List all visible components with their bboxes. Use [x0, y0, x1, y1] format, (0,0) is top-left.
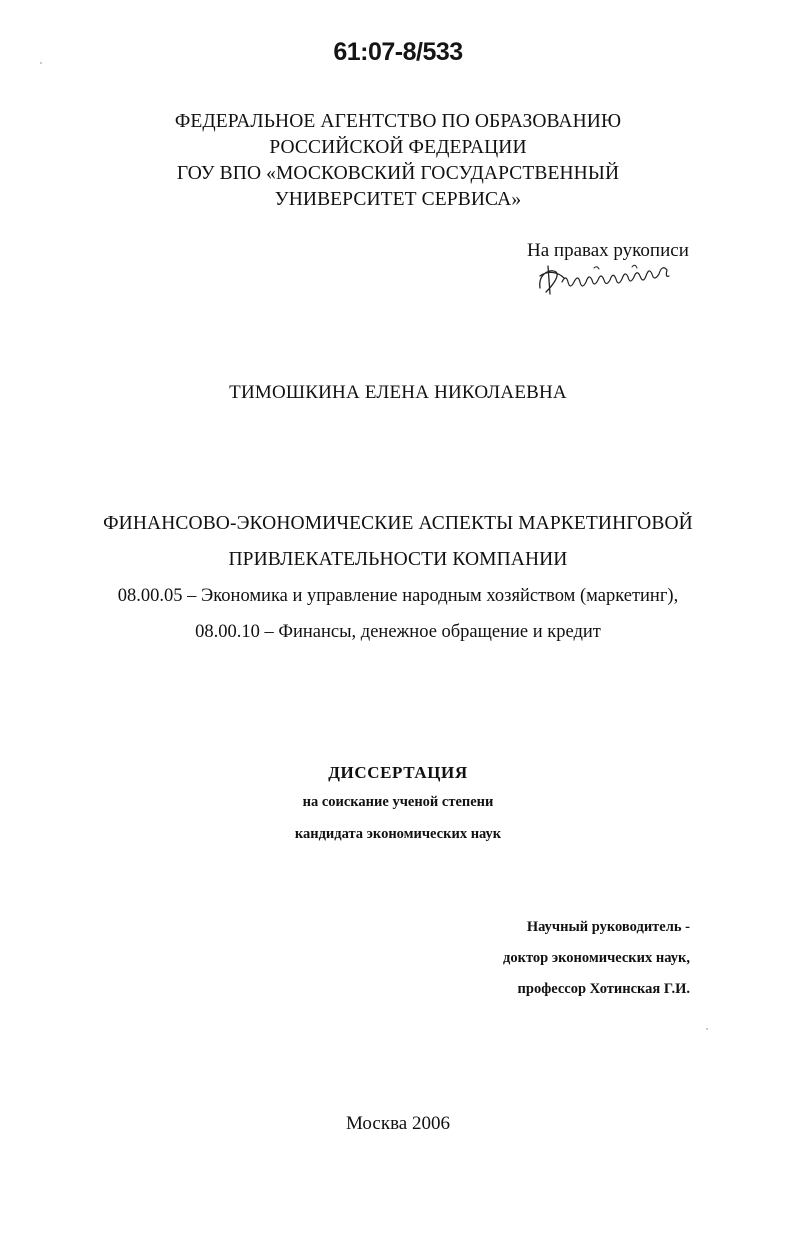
degree-line-1: на соискание ученой степени [302, 794, 494, 810]
specialty-line-1: 08.00.05 – Экономика и управление народным хозяйством (маркетинг), [117, 586, 679, 606]
author-name: ТИМОШКИНА ЕЛЕНА НИКОЛАЕВНА [229, 382, 567, 403]
document-code: 61:07-8/533 [333, 38, 463, 66]
manuscript-note: На правах рукописи [527, 240, 689, 261]
organization-line-1: ФЕДЕРАЛЬНОЕ АГЕНТСТВО ПО ОБРАЗОВАНИЮ [174, 111, 622, 132]
organization-line-3: ГОУ ВПО «МОСКОВСКИЙ ГОСУДАРСТВЕННЫЙ [176, 163, 620, 184]
dissertation-title-line-1: ФИНАНСОВО-ЭКОНОМИЧЕСКИЕ АСПЕКТЫ МАРКЕТИНГОВОЙ [103, 513, 693, 534]
scan-speck [40, 62, 42, 64]
advisor-line-3: профессор Хотинская Г.И. [517, 981, 690, 997]
advisor-line-2: доктор экономических наук, [503, 950, 690, 966]
organization-line-4: УНИВЕРСИТЕТ СЕРВИСА» [274, 189, 522, 210]
dissertation-label: ДИССЕРТАЦИЯ [328, 763, 468, 782]
organization-line-2: РОССИЙСКОЙ ФЕДЕРАЦИИ [269, 137, 527, 158]
city-year: Москва 2006 [346, 1113, 450, 1134]
advisor-line-1: Научный руководитель - [526, 919, 690, 935]
scan-speck [706, 1028, 708, 1030]
specialty-line-2: 08.00.10 – Финансы, денежное обращение и кредит [195, 622, 601, 642]
handwritten-signature [534, 262, 694, 296]
degree-line-2: кандидата экономических наук [294, 826, 502, 842]
dissertation-title-line-2: ПРИВЛЕКАТЕЛЬНОСТИ КОМПАНИИ [228, 549, 568, 570]
